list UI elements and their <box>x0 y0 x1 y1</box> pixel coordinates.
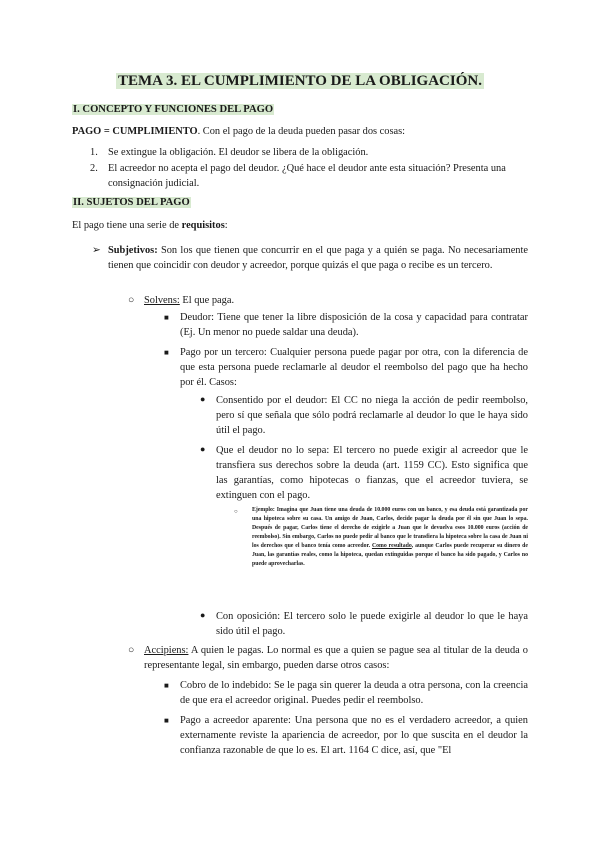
section-2-heading <box>72 195 191 210</box>
no-sepa-paragraph: Que el deudor no lo sepa: El tercero no puede exigir al acreedor que le transfiera sus derechos sobre la deuda (art. 1159 CC). Esto significa que las garantías, como hipotecas o fianzas, que el acreedor tuviera, se extinguen con el pago. <box>216 445 528 502</box>
square-bullet-icon: ■ <box>164 681 169 690</box>
ejemplo-underline: Como resultado <box>371 542 412 549</box>
subjetivos-paragraph <box>108 243 528 273</box>
small-circle-bullet-icon: ○ <box>234 509 238 515</box>
dot-bullet-icon: ● <box>200 610 206 620</box>
list-item-number: 2. <box>90 163 98 174</box>
accipiens-paragraph <box>144 643 528 673</box>
square-bullet-icon: ■ <box>164 716 169 725</box>
square-bullet-icon: ■ <box>164 313 169 322</box>
list-item-text: Se extingue la obligación. El deudor se libera de la obligación. <box>108 147 369 158</box>
title-text: TEMA 3. EL CUMPLIMIENTO DE LA OBLIGACIÓN. <box>118 73 482 89</box>
dot-bullet-icon: ● <box>200 444 206 454</box>
requisitos-intro-bold: requisitos <box>181 220 225 231</box>
oposicion-paragraph: Con oposición: El tercero solo le puede exigirle al deudor lo que le haya sido útil el pago. <box>216 611 528 638</box>
deudor-paragraph: Deudor: Tiene que tener la libre disposición de la cosa y capacidad para contratar (Ej. Un menor no puede saldar una deuda). <box>180 312 528 339</box>
consentido-paragraph: Consentido por el deudor: El CC no niega la acción de pedir reembolso, pero sí que señala que sólo podrá reclamarle al deudor lo que le haya sido útil el pago. <box>216 395 528 437</box>
pago-intro-rest: . Con el pago de la deuda pueden pasar dos cosas: <box>197 126 406 137</box>
section-1-heading-text: I. CONCEPTO Y FUNCIONES DEL PAGO <box>73 104 274 115</box>
ejemplo-paragraph <box>252 506 528 569</box>
section-1-heading <box>72 102 274 117</box>
dot-bullet-icon: ● <box>200 394 206 404</box>
requisitos-intro <box>72 218 528 233</box>
list-item <box>90 161 520 191</box>
square-bullet-icon: ■ <box>164 348 169 357</box>
subjetivos-text: Son los que tienen que concurrir en el que paga y a quién se paga. No necesariamente tienen que coincidir con deudor y acreedor, porque quizás el que paga o recibe es un tercero. <box>108 245 528 272</box>
page-title <box>72 72 528 91</box>
subjetivos-label: Subjetivos: <box>108 245 158 256</box>
pago-intro <box>72 124 528 139</box>
pago-intro-bold: PAGO = CUMPLIMIENTO <box>72 126 198 137</box>
aparente-paragraph: Pago a acreedor aparente: Una persona que no es el verdadero acreedor, a quien externamente reviste la apariencia de acreedor, por lo que suscita en el deudor la confianza razonable de que lo es. El art. 1164 C dice, así, que "El <box>180 715 528 757</box>
list-item-number: 1. <box>90 147 98 158</box>
solvens-text: El que paga. <box>179 295 235 306</box>
ejemplo-label: Ejemplo: <box>252 507 275 513</box>
list-item-text: El acreedor no acepta el pago del deudor. ¿Qué hace el deudor ante esta situación? Presenta una consignación judicial. <box>108 163 506 190</box>
section-2-heading-text: II. SUJETOS DEL PAGO <box>73 197 190 208</box>
list-item <box>90 145 520 160</box>
solvens-paragraph <box>144 293 528 308</box>
circle-bullet-icon: ○ <box>128 645 135 656</box>
ejemplo-end: , aunque Carlos puede recuperar su dinero de Juan, las garantías reales, como la hipoteca, quedan extinguidas porque el banco ha sido pagado, y Carlos no puede aprovecharlas. <box>252 542 528 567</box>
arrow-bullet-icon: ➢ <box>92 245 101 256</box>
accipiens-text: A quien le pagas. Lo normal es que a quien se pague sea al titular de la deuda o representante legal, sin embargo, pueden darse otros casos: <box>144 645 528 672</box>
tercero-paragraph: Pago por un tercero: Cualquier persona puede pagar por otra, con la diferencia de que esta persona puede reclamarle al deudor el reembolso del pago que ha hecho por él. Casos: <box>180 347 528 389</box>
accipiens-label: Accipiens: <box>144 645 189 656</box>
cobro-paragraph: Cobro de lo indebido: Se le paga sin querer la deuda a otra persona, con la creencia de que era el acreedor original. Puedes pedir el reembolso. <box>180 680 528 707</box>
circle-bullet-icon: ○ <box>128 295 135 306</box>
solvens-label: Solvens: <box>144 295 180 306</box>
ejemplo-text: Imagina que Juan tiene una deuda de 10.000 euros con un banco, y esa deuda está garantizada por una hipoteca sobre su casa. Un amigo de Juan, Carlos, decide pagar la deuda por él sin que Juan lo sepa. Después de pagar, Carlos tiene el derecho de exigirle a Juan que le devuelva esos 10.000 euros (acción de reembolso). Sin embargo, Carlos no puede pedir al banco que le transfiera la hipoteca sobre la casa de Juan ni los derechos que el banco tenía como acreedor. <box>252 507 528 549</box>
requisitos-intro-post: : <box>224 220 228 231</box>
requisitos-intro-pre: El pago tiene una serie de <box>72 220 182 231</box>
